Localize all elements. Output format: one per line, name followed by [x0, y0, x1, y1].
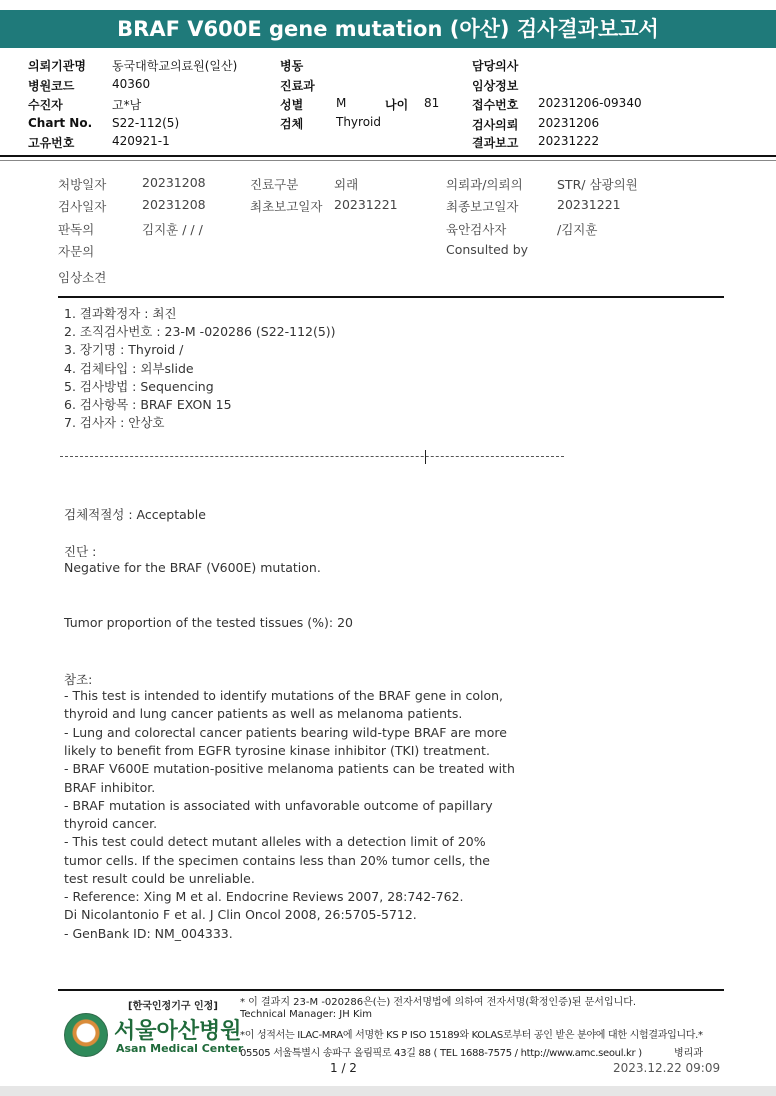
- note-line: thyroid cancer.: [64, 816, 158, 831]
- doctor-label: 담당의사: [472, 59, 519, 73]
- receipt-no-label: 접수번호: [472, 98, 519, 112]
- note-line: test result could be unreliable.: [64, 871, 255, 886]
- header-divider-thin: [0, 160, 776, 161]
- dashed-separator: [60, 456, 564, 457]
- first-report-value: 20231221: [334, 197, 398, 212]
- note-line: - This test is intended to identify mutations of the BRAF gene in colon,: [64, 688, 504, 703]
- final-report-value: 20231221: [557, 197, 621, 212]
- unique-no-label: 고유번호: [28, 136, 75, 150]
- text-cursor: [425, 450, 426, 464]
- visit-type-label: 진료구분: [250, 177, 299, 192]
- gross-examiner-label: 육안검사자: [446, 222, 507, 237]
- final-report-label: 최종보고일자: [446, 199, 519, 214]
- dept-doctor-label: 의뢰과/의뢰의: [446, 177, 523, 192]
- order-date-value: 20231208: [142, 175, 206, 190]
- hospital-logo-icon: [64, 1013, 108, 1057]
- receipt-no-value: 20231206-09340: [538, 96, 642, 110]
- hospital-value: 동국대학교의료원(일산): [112, 59, 238, 73]
- note-line: - GenBank ID: NM_004333.: [64, 926, 233, 941]
- hospital-label: 의뢰기관명: [28, 59, 86, 73]
- summary-item: 6. 검사항목 : BRAF EXON 15: [64, 397, 232, 412]
- note-line: - BRAF V600E mutation-positive melanoma patients can be treated with: [64, 761, 515, 776]
- request-date-label: 검사의뢰: [472, 118, 519, 132]
- patient-label: 수진자: [28, 98, 63, 112]
- unique-no-value: 420921-1: [112, 134, 170, 148]
- specimen-adequacy: 검체적절성 : Acceptable: [64, 507, 206, 522]
- summary-item: 1. 결과확정자 : 최진: [64, 306, 177, 321]
- department-label: 진료과: [280, 79, 315, 93]
- note-line: BRAF inhibitor.: [64, 780, 156, 795]
- patient-value: 고*남: [112, 98, 142, 112]
- request-date-value: 20231206: [538, 116, 600, 130]
- reader-label: 판독의: [58, 222, 95, 237]
- sex-label: 성별: [280, 98, 304, 112]
- sex-value: M: [336, 96, 347, 110]
- note-line: - BRAF mutation is associated with unfavorable outcome of papillary: [64, 798, 493, 813]
- order-date-label: 처방일자: [58, 177, 107, 192]
- specimen-label: 검체: [280, 117, 304, 131]
- header-divider: [0, 155, 776, 157]
- certification-label: [한국인정기구 인정]: [128, 1001, 218, 1012]
- summary-item: 3. 장기명 : Thyroid /: [64, 342, 184, 357]
- note-line: likely to benefit from EGFR tyrosine kinase inhibitor (TKI) treatment.: [64, 743, 490, 758]
- diagnosis-text: Negative for the BRAF (V600E) mutation.: [64, 560, 321, 575]
- first-report-label: 최초보고일자: [250, 199, 323, 214]
- note-line: - Lung and colorectal cancer patients bearing wild-type BRAF are more: [64, 725, 507, 740]
- dept-doctor-value: STR/ 삼광의원: [557, 177, 638, 192]
- summary-item: 2. 조직검사번호 : 23-M -020286 (S22-112(5)): [64, 324, 336, 339]
- chart-no-label: Chart No.: [28, 116, 93, 130]
- notes-label: 참조:: [64, 672, 93, 687]
- page-bottom-margin: [0, 1086, 776, 1096]
- hospital-logo-text: 서울아산병원: [114, 1019, 242, 1044]
- specimen-value: Thyroid: [336, 115, 381, 129]
- address: 05505 서울특별시 송파구 올림픽로 43길 88 ( TEL 1688-7575 / http://www.amc.seoul.kr ): [240, 1048, 642, 1059]
- note-line: Di Nicolantonio F et al. J Clin Oncol 2008, 26:5705-5712.: [64, 907, 417, 922]
- summary-item: 7. 검사자 : 안상호: [64, 415, 165, 430]
- hospital-logo-english: Asan Medical Center: [116, 1042, 244, 1055]
- clinical-opinion-label: 임상소견: [58, 270, 107, 285]
- note-line: thyroid and lung cancer patients as well as melanoma patients.: [64, 706, 463, 721]
- reader-value: 김지훈 / / /: [142, 222, 203, 237]
- ward-label: 병동: [280, 59, 304, 73]
- tumor-proportion: Tumor proportion of the tested tissues (%): 20: [64, 615, 354, 630]
- exam-date-value: 20231208: [142, 197, 206, 212]
- note-line: tumor cells. If the specimen contains less than 20% tumor cells, the: [64, 853, 490, 868]
- consulted-by-label: Consulted by: [446, 242, 529, 257]
- exam-date-label: 검사일자: [58, 199, 107, 214]
- report-date-label: 결과보고: [472, 136, 519, 150]
- print-timestamp: 2023.12.22 09:09: [613, 1061, 721, 1075]
- technical-manager: Technical Manager: JH Kim: [240, 1009, 373, 1020]
- hospital-code-value: 40360: [112, 77, 151, 91]
- consultant-label: 자문의: [58, 244, 95, 259]
- iso-note: *이 성적서는 ILAC-MRA에 서명한 KS P ISO 15189와 KOLAS로부터 공인 받은 분야에 대한 시험결과입니다.*: [240, 1030, 703, 1041]
- chart-no-value: S22-112(5): [112, 116, 180, 130]
- age-label: 나이: [385, 98, 409, 112]
- e-signature-note: * 이 결과지 23-M -020286은(는) 전자서명법에 의하여 전자서명(확정인증)된 문서입니다.: [240, 997, 637, 1008]
- note-line: - Reference: Xing M et al. Endocrine Reviews 2007, 28:742-762.: [64, 889, 464, 904]
- summary-item: 4. 검체타입 : 외부slide: [64, 361, 194, 376]
- age-value: 81: [424, 96, 440, 110]
- hospital-code-label: 병원코드: [28, 79, 75, 93]
- visit-type-value: 외래: [334, 177, 359, 192]
- note-line: - This test could detect mutant alleles with a detection limit of 20%: [64, 834, 486, 849]
- info-divider: [58, 296, 724, 298]
- diagnosis-label: 진단 :: [64, 544, 97, 559]
- department-name: 병리과: [674, 1048, 703, 1059]
- page-number: 1 / 2: [330, 1061, 357, 1075]
- report-title: BRAF V600E gene mutation (아산) 검사결과보고서: [0, 10, 776, 48]
- report-date-value: 20231222: [538, 134, 600, 148]
- footer-divider: [58, 989, 724, 991]
- gross-examiner-value: /김지훈: [557, 222, 598, 237]
- clinical-info-label: 임상정보: [472, 79, 519, 93]
- summary-item: 5. 검사방법 : Sequencing: [64, 379, 214, 394]
